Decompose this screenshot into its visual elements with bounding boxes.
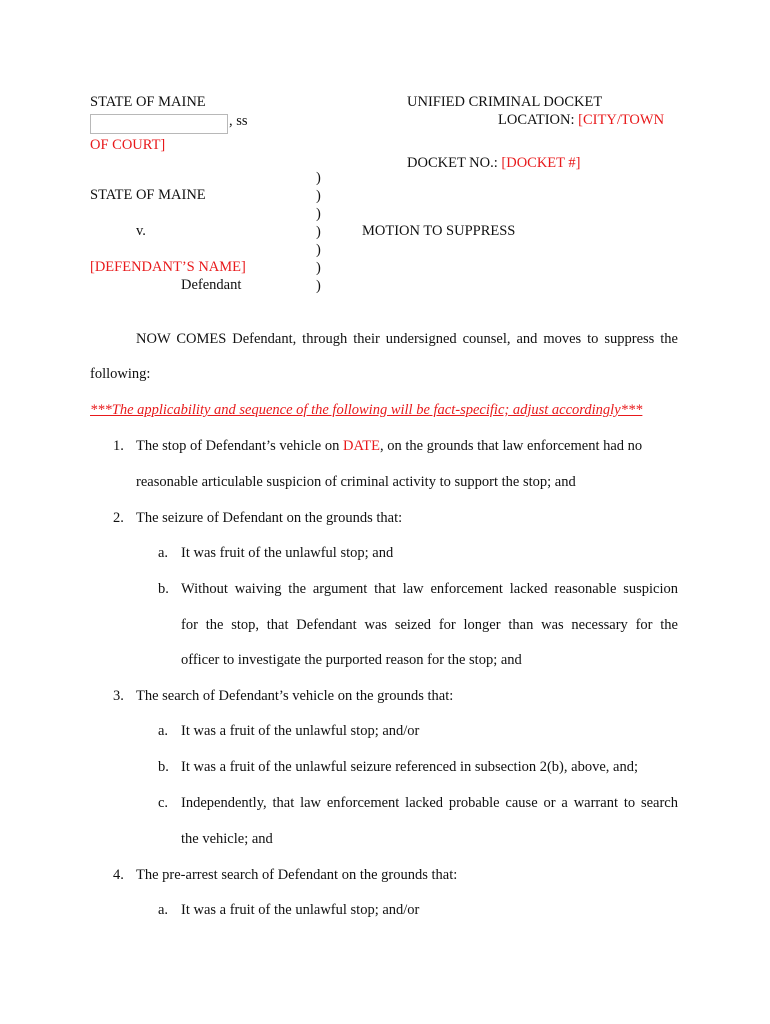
location-line — [498, 112, 664, 129]
sub-item-text: for the stop, that Defendant was seized for longer than was necessary for the — [181, 617, 678, 633]
sub-item-letter: b. — [158, 581, 169, 597]
sub-item-text: Independently, that law enforcement lacked probable cause or a warrant to search — [181, 795, 678, 811]
drafting-note: ***The applicability and sequence of the following will be fact-specific; adjust accordingly*** — [90, 402, 643, 418]
sub-item-text: It was a fruit of the unlawful stop; and/or — [181, 723, 420, 739]
sub-item-letter: c. — [158, 795, 169, 811]
location-value: [CITY/TOWN — [578, 112, 665, 128]
item-1-text-continued: , on the grounds that law enforcement had no — [380, 438, 643, 454]
defendant-name: [DEFENDANT’S NAME] — [90, 259, 246, 275]
sub-item-text: It was a fruit of the unlawful stop; and/or — [181, 902, 420, 918]
sub-item-letter: b. — [158, 759, 169, 775]
location-label: LOCATION: — [498, 112, 579, 128]
intro-line-1: NOW COMES Defendant, through their undersigned counsel, and moves to suppress the — [136, 331, 678, 347]
county-suffix: , ss — [229, 113, 248, 129]
sub-item-letter: a. — [158, 723, 169, 739]
caption-paren: ) — [316, 188, 321, 204]
item-number: 3. — [113, 688, 124, 704]
state-header: STATE OF MAINE — [90, 94, 206, 110]
docket-title: UNIFIED CRIMINAL DOCKET — [407, 94, 603, 110]
item-number: 1. — [113, 438, 124, 454]
intro-line-2: following: — [90, 366, 151, 382]
caption-paren: ) — [316, 170, 321, 186]
item-1-line-1 — [136, 438, 678, 455]
sub-item-letter: a. — [158, 902, 169, 918]
location-value-continued: OF COURT] — [90, 137, 166, 153]
item-1-line-2: reasonable articulable suspicion of criminal activity to support the stop; and — [136, 474, 576, 490]
docket-number-label: DOCKET NO.: — [407, 155, 502, 171]
docket-number-value: [DOCKET #] — [501, 155, 581, 171]
sub-item-text: the vehicle; and — [181, 831, 273, 847]
item-3-text: The search of Defendant’s vehicle on the grounds that: — [136, 688, 454, 704]
item-4-text: The pre-arrest search of Defendant on the grounds that: — [136, 867, 458, 883]
caption-paren: ) — [316, 278, 321, 294]
item-2-text: The seizure of Defendant on the grounds that: — [136, 510, 403, 526]
caption-paren: ) — [316, 224, 321, 240]
party-state: STATE OF MAINE — [90, 187, 206, 203]
sub-item-text: officer to investigate the purported reason for the stop; and — [181, 652, 522, 668]
caption-paren: ) — [316, 242, 321, 258]
item-number: 4. — [113, 867, 124, 883]
sub-item-text: It was a fruit of the unlawful seizure referenced in subsection 2(b), above, and; — [181, 759, 638, 775]
caption-paren: ) — [316, 206, 321, 222]
sub-item-text: Without waiving the argument that law enforcement lacked reasonable suspicion — [181, 581, 678, 597]
county-input-field[interactable] — [90, 114, 228, 134]
docket-number-line — [407, 155, 580, 172]
versus: v. — [136, 223, 146, 239]
item-1-text: The stop of Defendant’s vehicle on — [136, 438, 343, 454]
defendant-label: Defendant — [181, 277, 242, 293]
motion-title: MOTION TO SUPPRESS — [362, 223, 516, 239]
item-number: 2. — [113, 510, 124, 526]
item-1-date: DATE — [342, 438, 381, 454]
caption-paren: ) — [316, 260, 321, 276]
sub-item-text: It was fruit of the unlawful stop; and — [181, 545, 394, 561]
sub-item-letter: a. — [158, 545, 169, 561]
